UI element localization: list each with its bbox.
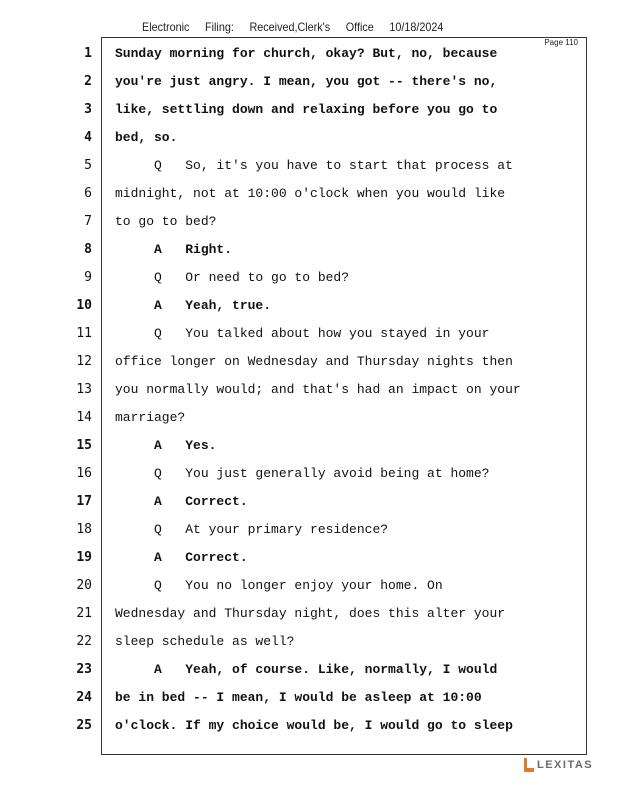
transcript-line: you normally would; and that's had an impact on your	[115, 382, 521, 397]
transcript-line: Q You just generally avoid being at home?	[115, 466, 490, 481]
line-number: 17	[76, 494, 92, 509]
line-number: 3	[84, 102, 92, 117]
transcript-line: Q So, it's you have to start that process at	[115, 158, 513, 173]
transcript-line: be in bed -- I mean, I would be asleep at 10:00	[115, 690, 482, 705]
transcript-line: sleep schedule as well?	[115, 634, 295, 649]
line-number: 21	[76, 606, 92, 621]
line-number: 24	[76, 690, 92, 705]
filing-stamp-header	[142, 20, 443, 34]
line-number: 15	[76, 438, 92, 453]
line-number: 14	[76, 410, 92, 425]
header-date: 10/18/2024	[389, 20, 444, 34]
header-word: Received,Clerk's	[249, 20, 331, 34]
line-number: 5	[84, 158, 92, 173]
transcript-line: Q You no longer enjoy your home. On	[115, 578, 443, 593]
line-number: 7	[84, 214, 92, 229]
transcript-line: A Right.	[115, 242, 233, 257]
transcript-line: Q Or need to go to bed?	[115, 270, 350, 285]
line-number: 2	[84, 74, 92, 89]
line-number: 10	[76, 298, 92, 313]
header-word: Office	[345, 20, 374, 34]
transcript-line: midnight, not at 10:00 o'clock when you would like	[115, 186, 506, 201]
transcript-line: A Yes.	[115, 438, 217, 453]
line-number: 16	[76, 466, 92, 481]
transcript-line: A Correct.	[115, 494, 248, 509]
header-word: Filing:	[205, 20, 234, 34]
transcript-line: Wednesday and Thursday night, does this alter your	[115, 606, 506, 621]
logo-wordmark: LEXITAS	[537, 759, 594, 771]
line-number: 12	[76, 354, 92, 369]
line-number: 9	[84, 270, 92, 285]
transcript-line: Sunday morning for church, okay? But, no, because	[115, 46, 498, 61]
transcript-line: like, settling down and relaxing before you go to	[115, 102, 498, 117]
line-number: 22	[76, 634, 92, 649]
transcript-line: A Yeah, of course. Like, normally, I would	[115, 662, 498, 677]
header-word: Electronic	[142, 20, 190, 34]
transcript-line: bed, so.	[115, 130, 178, 145]
line-number: 8	[84, 242, 92, 257]
transcript-line: A Yeah, true.	[115, 298, 272, 313]
line-number: 25	[76, 718, 92, 733]
transcript-line: you're just angry. I mean, you got -- there's no,	[115, 74, 498, 89]
transcript-line: A Correct.	[115, 550, 248, 565]
page-number: Page 110	[544, 38, 578, 47]
line-number-column	[68, 40, 92, 740]
transcript-line: Q You talked about how you stayed in your	[115, 326, 490, 341]
line-number: 23	[76, 662, 92, 677]
line-number: 13	[76, 382, 92, 397]
transcript-line: o'clock. If my choice would be, I would go to sleep	[115, 718, 513, 733]
line-number: 1	[84, 46, 92, 61]
line-number: 20	[76, 578, 92, 593]
line-number: 11	[76, 326, 92, 341]
lexitas-logo	[522, 757, 593, 773]
transcript-line: office longer on Wednesday and Thursday nights then	[115, 354, 513, 369]
line-number: 18	[76, 522, 92, 537]
line-number: 19	[76, 550, 92, 565]
line-number: 6	[84, 186, 92, 201]
lexitas-logo-icon	[522, 757, 536, 773]
line-number: 4	[84, 130, 92, 145]
transcript-text	[115, 40, 577, 740]
transcript-line: Q At your primary residence?	[115, 522, 389, 537]
transcript-line: marriage?	[115, 410, 186, 425]
transcript-line: to go to bed?	[115, 214, 217, 229]
